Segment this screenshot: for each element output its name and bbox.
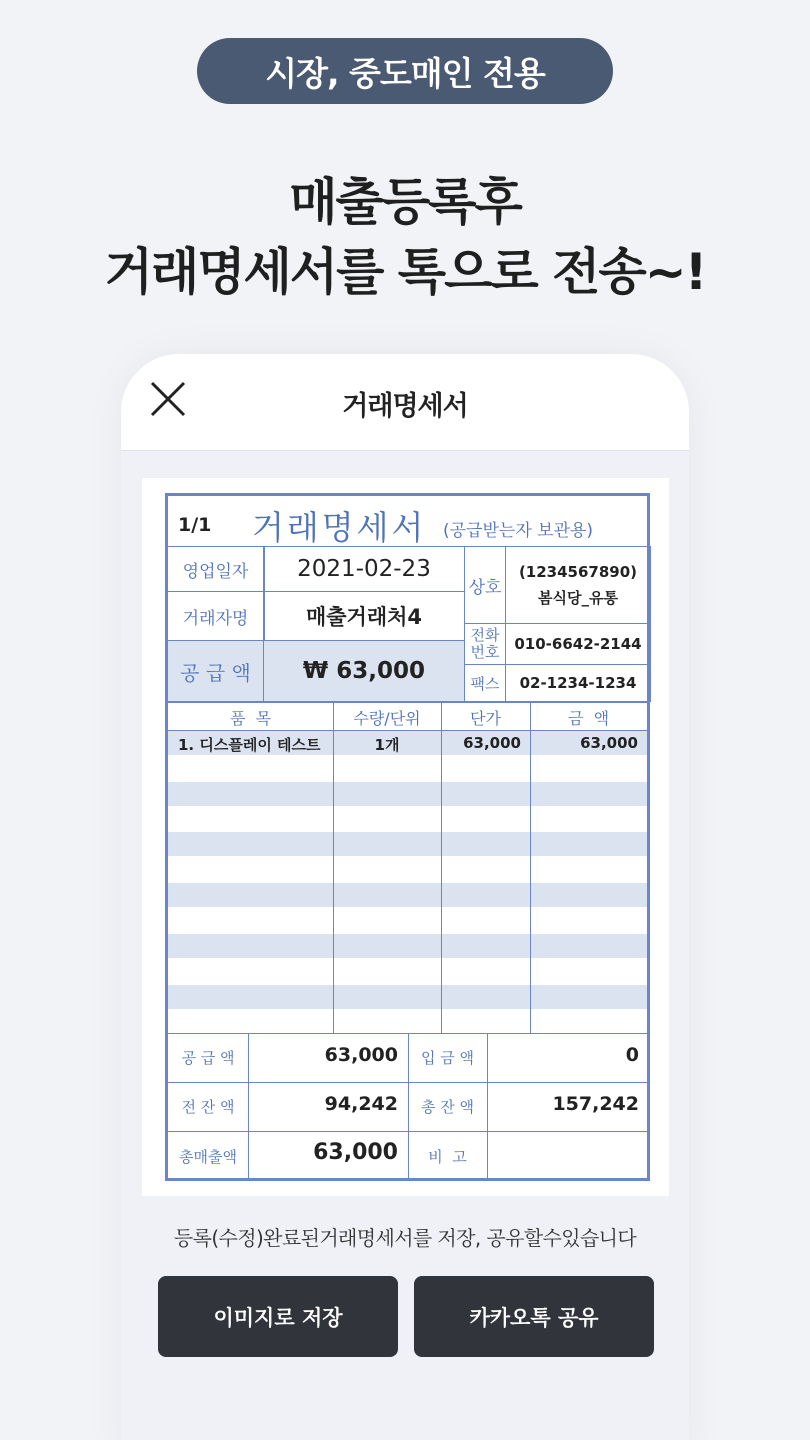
share-notice: 등록(수정)완료된거래명세서를 저장, 공유할수있습니다 [173, 1226, 637, 1250]
promo-headline-line1: 매출등록후 [289, 173, 521, 231]
label-phone: 전화 번호 [464, 623, 506, 665]
promo-headline-line2: 거래명세서를 톡으로 전송~! [104, 243, 706, 301]
summary-sales-value: 63,000 [313, 1140, 398, 1165]
target-users-badge: 시장, 중도매인 전용 [197, 38, 613, 104]
item-price: 63,000 [463, 734, 521, 752]
column-quantity: 수량/단위 [353, 709, 421, 728]
item-quantity: 1개 [374, 736, 400, 754]
shop-id: (1234567890) [518, 563, 638, 581]
summary-total-value: 157,242 [552, 1093, 639, 1115]
summary-sales-label: 총매출액 [179, 1148, 237, 1166]
invoice-date: 2021-02-23 [263, 546, 465, 592]
shop-info [505, 546, 651, 624]
shop-phone: 010-6642-2144 [505, 623, 651, 665]
summary-prev-value: 94,242 [324, 1093, 398, 1115]
column-amount: 금 액 [567, 709, 610, 728]
phone-screen [121, 354, 689, 1440]
item-table [168, 702, 647, 1034]
summary-prev-label: 전 잔 액 [181, 1098, 235, 1116]
summary-supply-label: 공 급 액 [181, 1049, 235, 1067]
item-amount: 63,000 [580, 734, 638, 752]
table-row [168, 734, 647, 756]
invoice-subtitle: (공급받는자 보관용) [443, 521, 594, 541]
label-supply: 공 급 액 [167, 640, 265, 702]
invoice-preview [142, 478, 669, 1196]
shop-name: 봄식당_유통 [538, 589, 618, 607]
invoice-page-number: 1/1 [178, 514, 212, 536]
summary-supply-value: 63,000 [324, 1044, 398, 1066]
label-shop: 상호 [464, 546, 506, 624]
invoice-supply-amount: ₩ 63,000 [263, 640, 465, 702]
label-client: 거래자명 [167, 591, 265, 641]
invoice-title: 거래명세서 [252, 508, 427, 547]
column-item: 품 목 [229, 709, 272, 728]
screen-header [121, 354, 689, 451]
item-name: 1. 디스플레이 테스트 [178, 736, 321, 754]
summary-paid-value: 0 [625, 1044, 639, 1066]
invoice-summary [168, 1034, 647, 1178]
shop-fax: 02-1234-1234 [505, 664, 651, 702]
kakao-share-button[interactable]: 카카오톡 공유 [414, 1276, 654, 1357]
summary-total-label: 총 잔 액 [420, 1098, 474, 1116]
summary-paid-label: 입 금 액 [420, 1049, 474, 1067]
invoice-client: 매출거래처4 [263, 591, 465, 641]
screen-title: 거래명세서 [342, 391, 468, 422]
column-price: 단가 [470, 709, 501, 728]
label-date: 영업일자 [167, 546, 265, 592]
summary-memo-label: 비 고 [428, 1148, 467, 1166]
invoice-document [165, 493, 650, 1181]
save-image-button[interactable]: 이미지로 저장 [158, 1276, 398, 1357]
label-fax: 팩스 [464, 664, 506, 702]
